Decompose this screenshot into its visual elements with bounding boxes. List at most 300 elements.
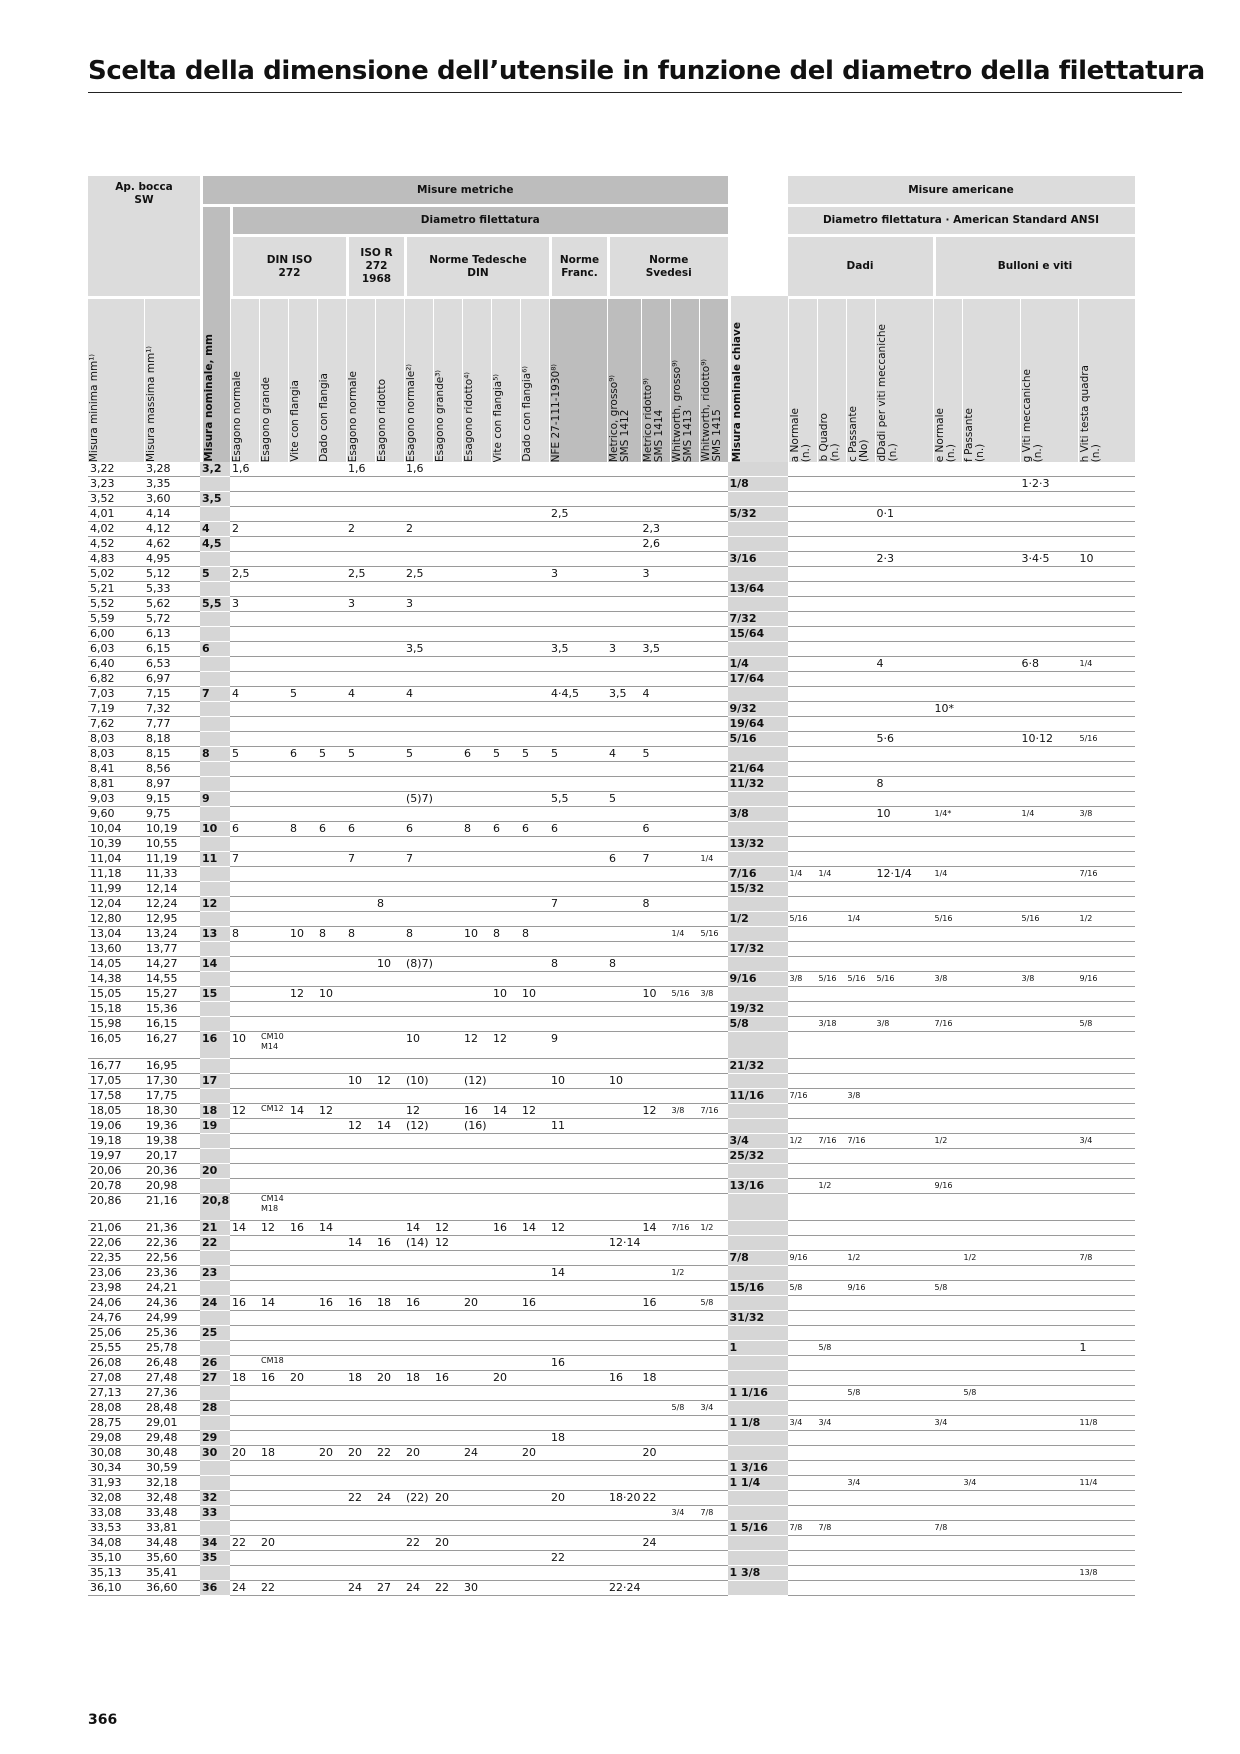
table-cell [433,1074,462,1089]
header-spacer [728,176,788,204]
table-cell [607,552,641,567]
table-cell [962,462,1020,477]
table-cell [433,507,462,522]
table-cell [433,1281,462,1296]
table-cell [1078,687,1135,702]
table-cell [491,522,520,537]
table-cell: 24 [462,1446,491,1461]
table-cell [1020,1194,1078,1221]
table-cell [933,537,962,552]
table-cell [288,1149,317,1164]
table-row [88,567,1135,582]
table-cell [520,567,549,582]
table-cell [520,957,549,972]
table-cell [699,627,728,642]
table-cell [404,882,433,897]
table-cell [875,1461,933,1476]
table-cell [491,1179,520,1194]
table-row [88,1059,1135,1074]
table-cell [607,567,641,582]
table-cell [607,1566,641,1581]
table-cell [641,1017,670,1032]
table-cell: 5 [520,747,549,762]
table-cell [549,1536,607,1551]
table-cell [1078,957,1135,972]
table-cell [520,1491,549,1506]
table-cell [641,702,670,717]
table-cell: 6,03 [88,642,144,657]
table-cell [259,1551,288,1566]
table-cell [230,1089,259,1104]
table-cell [200,1476,230,1491]
table-cell [670,1281,699,1296]
table-cell [288,1311,317,1326]
table-cell: 1/2 [933,1134,962,1149]
table-cell [1020,1149,1078,1164]
table-cell [520,1236,549,1251]
table-cell: 10* [933,702,962,717]
table-cell: 10 [641,987,670,1002]
table-cell [670,852,699,867]
table-cell [404,1521,433,1536]
table-cell [1020,1221,1078,1236]
table-cell [288,1476,317,1491]
table-cell [875,687,933,702]
table-cell [433,867,462,882]
table-cell [404,702,433,717]
table-cell [462,627,491,642]
table-cell [846,1491,875,1506]
table-cell [404,1356,433,1371]
table-cell: 4,83 [88,552,144,567]
table-cell [607,1476,641,1491]
table-cell: 22 [549,1551,607,1566]
table-cell [230,1164,259,1179]
table-cell [817,1002,846,1017]
table-cell [699,897,728,912]
table-cell: 11,04 [88,852,144,867]
table-cell [230,537,259,552]
table-cell [404,1326,433,1341]
table-cell [607,627,641,642]
table-cell [699,1281,728,1296]
table-cell [1078,837,1135,852]
table-cell [817,1032,846,1059]
table-cell: 24 [200,1296,230,1311]
table-cell [288,1506,317,1521]
table-cell [491,1386,520,1401]
table-cell [549,1506,607,1521]
col-f-through: f Passante (n.) [962,408,986,462]
table-cell [875,1311,933,1326]
table-cell [607,1551,641,1566]
table-cell: 13,04 [88,927,144,942]
table-cell [875,762,933,777]
table-cell: 5 [607,792,641,807]
table-cell [962,1311,1020,1326]
table-row [88,687,1135,702]
table-cell [1020,717,1078,732]
table-cell: 4 [404,687,433,702]
table-cell [933,1002,962,1017]
table-cell: (14) [404,1236,433,1251]
table-cell [728,1581,788,1596]
table-cell [875,642,933,657]
table-cell [933,852,962,867]
table-cell [728,1506,788,1521]
table-cell: 16,15 [144,1017,200,1032]
table-cell: 16 [230,1296,259,1311]
table-cell: 1/2 [699,1221,728,1236]
table-row [88,627,1135,642]
table-cell [346,1221,375,1236]
table-cell: 14 [520,1221,549,1236]
table-cell [846,597,875,612]
table-cell [230,1326,259,1341]
table-cell [230,1002,259,1017]
table-cell [317,462,346,477]
table-cell: 5/8 [699,1296,728,1311]
table-cell [288,462,317,477]
table-cell [933,1089,962,1104]
table-cell [288,972,317,987]
table-cell [933,1032,962,1059]
table-cell [728,747,788,762]
table-cell [549,1194,607,1221]
table-cell [607,912,641,927]
table-cell [433,1119,462,1134]
table-cell [288,777,317,792]
table-cell [549,762,607,777]
table-cell: 6 [491,822,520,837]
table-row [88,537,1135,552]
table-cell [288,852,317,867]
table-cell [520,1164,549,1179]
table-cell [230,672,259,687]
table-cell: 6,82 [88,672,144,687]
table-cell: 5/8 [846,1386,875,1401]
table-cell [670,1326,699,1341]
table-cell [962,1059,1020,1074]
table-cell [788,492,817,507]
table-cell [288,1266,317,1281]
table-cell [817,1266,846,1281]
table-cell [288,627,317,642]
table-cell [607,1536,641,1551]
table-cell [520,882,549,897]
table-cell [962,942,1020,957]
table-cell [1078,747,1135,762]
table-cell [259,672,288,687]
table-cell [670,1119,699,1134]
table-cell [962,687,1020,702]
table-cell [200,552,230,567]
table-cell [846,1536,875,1551]
table-cell [230,552,259,567]
table-cell [230,987,259,1002]
table-cell [549,537,607,552]
table-cell [699,747,728,762]
table-cell [433,1002,462,1017]
table-cell [346,1341,375,1356]
table-cell: 22 [641,1491,670,1506]
table-cell [699,612,728,627]
table-cell [259,867,288,882]
table-cell [846,1431,875,1446]
table-cell [433,567,462,582]
table-cell: 1/4* [933,807,962,822]
table-cell [1020,1326,1078,1341]
table-cell [875,582,933,597]
table-cell [259,1521,288,1536]
table-cell [433,597,462,612]
table-cell [317,777,346,792]
table-cell [549,1311,607,1326]
table-cell [317,1164,346,1179]
table-cell [788,882,817,897]
table-cell [462,1461,491,1476]
table-cell [933,957,962,972]
table-cell [462,687,491,702]
table-cell [375,597,404,612]
table-cell: 7 [230,852,259,867]
table-cell [875,1134,933,1149]
table-cell [549,462,607,477]
header-bolts: Bulloni e viti [933,234,1135,296]
table-cell: 23,98 [88,1281,144,1296]
table-cell [230,1179,259,1194]
table-cell: 6,53 [144,657,200,672]
table-cell [641,1386,670,1401]
table-cell: 8,97 [144,777,200,792]
table-cell [728,1401,788,1416]
table-cell [607,582,641,597]
table-cell [607,1521,641,1536]
table-cell: 3/18 [817,1017,846,1032]
table-cell [875,957,933,972]
table-cell [346,807,375,822]
table-cell: 22 [375,1446,404,1461]
table-cell [462,672,491,687]
table-cell [317,1032,346,1059]
table-cell [230,957,259,972]
table-cell [699,1431,728,1446]
table-cell [520,627,549,642]
col-g-machine-screws: g Viti meccaniche (n.) [1020,368,1044,462]
table-cell [1078,1002,1135,1017]
table-cell [520,1476,549,1491]
table-cell [699,1551,728,1566]
table-cell [549,1179,607,1194]
table-cell [728,822,788,837]
table-cell: 20 [462,1296,491,1311]
table-row [88,1506,1135,1521]
table-cell [200,612,230,627]
table-cell [404,972,433,987]
table-cell [699,1017,728,1032]
table-cell: 3,5 [641,642,670,657]
table-cell [346,1266,375,1281]
table-cell [962,1119,1020,1134]
table-cell [846,1164,875,1179]
table-cell [875,672,933,687]
table-cell [607,1002,641,1017]
table-cell: 1/4 [788,867,817,882]
table-cell [491,1296,520,1311]
table-cell [462,912,491,927]
table-cell [404,777,433,792]
table-cell [817,597,846,612]
table-row [88,972,1135,987]
table-cell: 13 [200,927,230,942]
table-cell [317,687,346,702]
table-cell [259,1149,288,1164]
table-cell [846,1002,875,1017]
table-cell [549,1416,607,1431]
table-cell: 24,99 [144,1311,200,1326]
table-row [88,1341,1135,1356]
table-cell [433,582,462,597]
table-cell [462,1017,491,1032]
table-cell: (12) [404,1119,433,1134]
table-cell: 3,2 [200,462,230,477]
table-cell [933,942,962,957]
table-cell [549,1581,607,1596]
table-cell [817,882,846,897]
table-cell [728,1356,788,1371]
table-cell: 3/4 [846,1476,875,1491]
table-cell [962,522,1020,537]
table-cell: 1/2 [846,1251,875,1266]
table-cell [549,1149,607,1164]
table-cell [520,852,549,867]
table-cell [875,747,933,762]
table-cell: 12 [375,1074,404,1089]
table-cell: 4,52 [88,537,144,552]
table-row [88,927,1135,942]
table-cell: 6 [200,642,230,657]
table-cell [670,522,699,537]
table-cell [933,1236,962,1251]
table-cell [346,942,375,957]
table-cell [728,1536,788,1551]
table-cell [641,1566,670,1581]
table-cell [317,1386,346,1401]
table-cell: 20 [549,1491,607,1506]
table-cell [288,1521,317,1536]
table-cell [728,792,788,807]
table-cell [875,612,933,627]
table-cell [788,1551,817,1566]
table-cell [670,672,699,687]
table-cell: 12 [641,1104,670,1119]
table-cell [670,897,699,912]
table-cell [433,1431,462,1446]
table-cell [259,477,288,492]
table-cell [520,1032,549,1059]
table-cell [433,1461,462,1476]
table-cell [817,582,846,597]
table-cell [491,717,520,732]
table-cell [1020,1341,1078,1356]
table-cell [259,1119,288,1134]
table-cell [317,837,346,852]
table-cell [962,972,1020,987]
table-cell: 2,6 [641,537,670,552]
table-cell [1078,477,1135,492]
table-cell [433,1476,462,1491]
table-cell [641,612,670,627]
table-cell: 8 [641,897,670,912]
table-cell [875,1266,933,1281]
table-cell [728,1446,788,1461]
table-cell [317,672,346,687]
table-row [88,1104,1135,1119]
table-cell: 7,15 [144,687,200,702]
table-cell [491,612,520,627]
table-cell [433,537,462,552]
table-cell [317,1119,346,1134]
table-cell: 5,59 [88,612,144,627]
title-rule [88,92,1182,93]
table-cell [317,1536,346,1551]
table-cell [288,1356,317,1371]
table-cell [933,1476,962,1491]
table-cell [230,1506,259,1521]
table-cell [670,1521,699,1536]
table-cell: 9/32 [728,702,788,717]
table-row [88,1119,1135,1134]
table-cell [520,1074,549,1089]
table-cell [933,987,962,1002]
table-cell: 14 [641,1221,670,1236]
table-cell: 18 [230,1371,259,1386]
table-cell: 20 [433,1491,462,1506]
table-cell [259,717,288,732]
table-row [88,1149,1135,1164]
table-cell [462,1164,491,1179]
table-cell [933,1461,962,1476]
table-cell [520,1251,549,1266]
table-cell [962,792,1020,807]
table-cell [462,1059,491,1074]
table-cell [200,1179,230,1194]
table-cell [520,1281,549,1296]
table-cell [788,1356,817,1371]
table-cell [375,942,404,957]
table-cell: 20 [288,1371,317,1386]
table-cell [462,987,491,1002]
table-cell [962,1236,1020,1251]
table-cell [375,567,404,582]
table-cell [933,1266,962,1281]
table-cell: 11/8 [1078,1416,1135,1431]
table-cell: 22 [346,1491,375,1506]
table-cell [346,1356,375,1371]
table-cell [259,1059,288,1074]
table-cell: 1/2 [728,912,788,927]
table-cell [491,1356,520,1371]
table-cell [670,1341,699,1356]
table-cell [962,1371,1020,1386]
table-cell [641,867,670,882]
table-cell [317,1002,346,1017]
table-cell: 20 [200,1164,230,1179]
table-cell [404,1461,433,1476]
table-cell: 1/4 [1020,807,1078,822]
table-cell [670,822,699,837]
table-cell [259,462,288,477]
